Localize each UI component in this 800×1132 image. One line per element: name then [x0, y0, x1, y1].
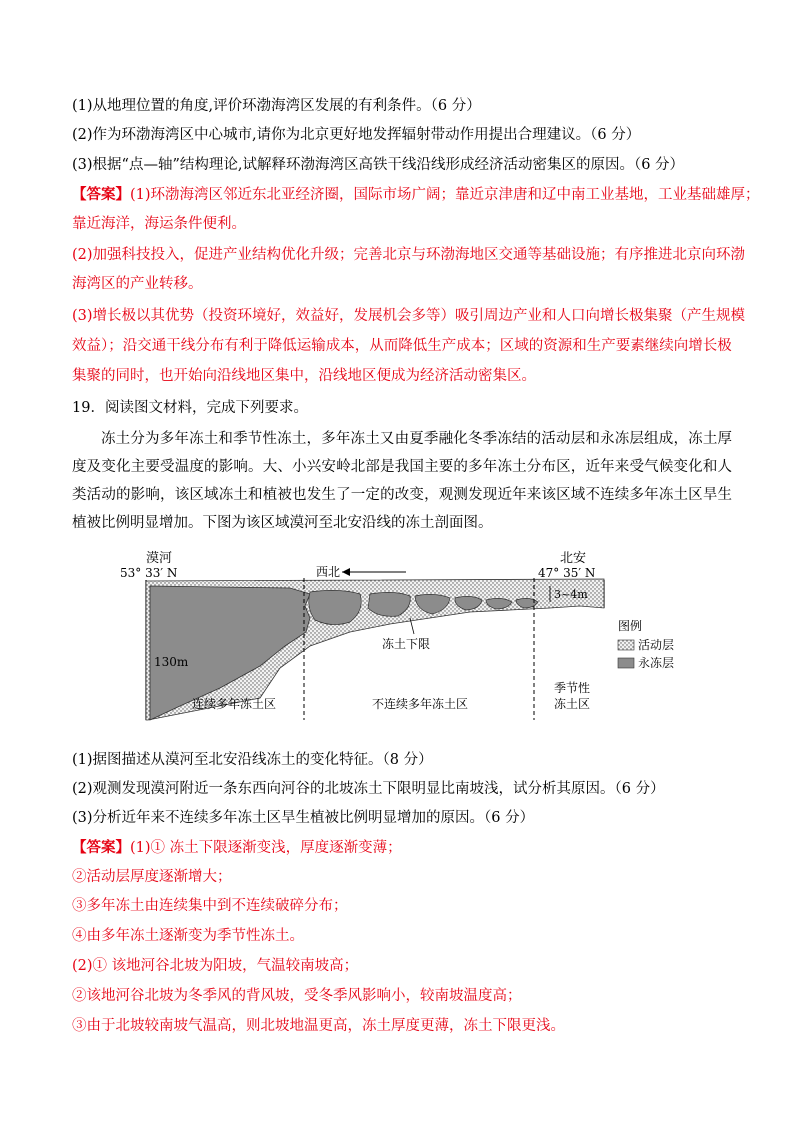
q18-answer1-line2: 靠近海洋，海运条件便利。: [72, 216, 246, 232]
q19-answer2-item1: (2)① 该地河谷北坡为阳坡，气温较南坡高；: [72, 958, 359, 974]
q18-sub3: (3)根据“点—轴”结构理论,试解释环渤海湾区高铁干线沿线形成经济活动密集区的原因。（6 分）: [72, 157, 685, 173]
legend-title: 图例: [618, 619, 643, 633]
q19-heading: 19．阅读图文材料，完成下列要求。: [72, 400, 308, 416]
q18-sub1: (1)从地理位置的角度,评价环渤海湾区发展的有利条件。（6 分）: [72, 98, 481, 114]
legend-permanent-swatch: [618, 658, 634, 668]
active-depth-label: 3~4m: [554, 588, 588, 601]
q18-answer2-line2: 海湾区的产业转移。: [72, 276, 203, 292]
q19-sub3: (3)分析近年来不连续多年冻土区旱生植被比例明显增加的原因。（6 分）: [72, 810, 535, 826]
left-place: 漠河: [146, 551, 173, 566]
left-coord: 53° 33′ N: [120, 566, 178, 580]
q18-answer3-line3: 集聚的同时，也开始向沿线地区集中，沿线地区便成为经济活动密集区。: [72, 368, 536, 384]
zone-seasonal-l1: 季节性: [554, 681, 591, 695]
q19-answer1-item1: 【答案】(1)① 冻土下限逐渐变浅，厚度逐渐变薄；: [72, 839, 402, 856]
q18-answer2-line1: (2)加强科技投入，促进产业结构优化升级；完善北京与环渤海地区交通等基础设施；有序推进北京向环渤: [72, 247, 746, 263]
legend-active: 活动层: [638, 638, 675, 652]
legend-permanent: 永冻层: [638, 656, 675, 670]
answer-tag: 【答案】: [72, 839, 130, 856]
zone-continuous: 连续多年冻土区: [192, 697, 277, 711]
q18-answer1-line1: 【答案】(1)环渤海湾区邻近东北亚经济圈，国际市场广阔；靠近京津唐和辽中南工业基地，工业基础雄厚；: [72, 186, 760, 203]
q19-sub2: (2)观测发现漠河附近一条东西向河谷的北坡冻土下限明显比南坡浅，试分析其原因。（6 分）: [72, 781, 665, 797]
permafrost-limit-label: 冻土下限: [382, 637, 431, 651]
zone-discontinuous: 不连续多年冻土区: [372, 697, 469, 711]
q19-answer1-item2: ②活动层厚度逐渐增大；: [72, 869, 232, 885]
q19-answer2-item2: ②该地河谷北坡为冬季风的背风坡，受冬季风影响小，较南坡温度高；: [72, 988, 522, 1004]
permafrost-patch: [309, 590, 361, 624]
legend-active-swatch: [618, 640, 634, 650]
q18-answer3-line1: (3)增长极以其优势（投资环境好，效益好，发展机会多等）吸引周边产业和人口向增长极集聚（产生规模: [72, 308, 746, 324]
depth-label: 130m: [154, 655, 189, 669]
direction-label: 西北: [316, 565, 341, 579]
frozen-soil-profile-figure: [110, 548, 690, 724]
q19-answer1-item4: ④由多年冻土逐渐变为季节性冻土。: [72, 928, 304, 944]
q18-sub2: (2)作为环渤海湾区中心城市,请你为北京更好地发挥辐射带动作用提出合理建议。（6 分）: [72, 127, 641, 143]
right-place: 北安: [560, 551, 587, 566]
right-coord: 47° 35′ N: [538, 566, 596, 580]
q19-answer1-item3: ③多年冻土由连续集中到不连续破碎分布；: [72, 898, 348, 914]
q19-material: 冻土分为多年冻土和季节性冻土，多年冻土又由夏季融化冬季冻结的活动层和永冻层组成，冻土厚度及变化主要受温度的影响。大、小兴安岭北部是我国主要的多年冻土分布区，近年来受气候变化和人类活动的影响，该区域冻土和植被也发生了一定的改变，观测发现近年来该区域不连续多年冻土区旱生植被比例明显增加。下图为该区域漠河至北安沿线的冻土剖面图。: [72, 431, 732, 531]
q18-answer3-line2: 效益）；沿交通干线分布有利于降低运输成本，从而降低生产成本；区域的资源和生产要素继续向增长极: [72, 338, 732, 354]
q19-sub1: (1)据图描述从漠河至北安沿线冻土的变化特征。（8 分）: [72, 752, 433, 768]
zone-seasonal-l2: 冻土区: [554, 697, 591, 711]
q19-answer2-item3: ③由于北坡较南坡气温高，则北坡地温更高，冻土厚度更薄，冻土下限更浅。: [72, 1018, 565, 1034]
arrow-head-icon: [342, 568, 350, 576]
answer-tag: 【答案】: [72, 186, 130, 203]
